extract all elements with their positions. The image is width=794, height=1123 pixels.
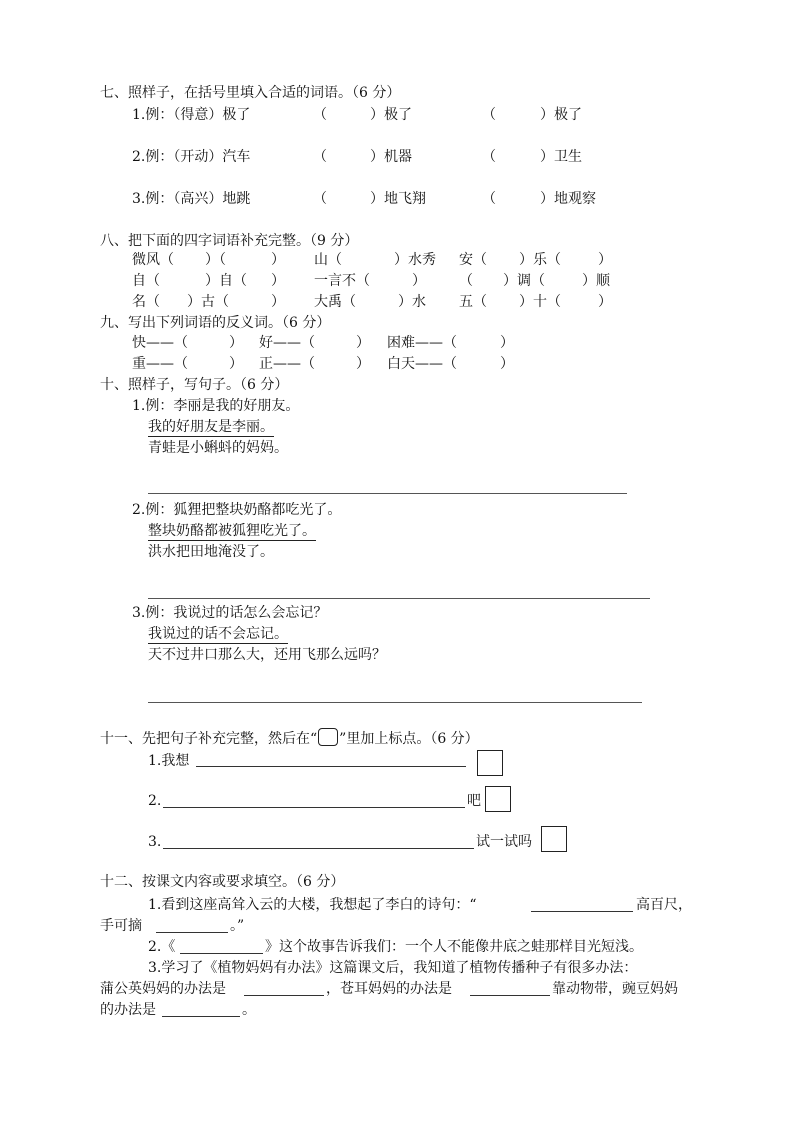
- q11-title: [100, 728, 479, 748]
- q12-p1-blank-2[interactable]: [156, 932, 228, 933]
- q12-p3-text-3: ，苍耳妈妈的办法是: [326, 981, 452, 997]
- q8-cell: （: [459, 273, 473, 289]
- q8-cell: ）: [412, 273, 426, 289]
- q8-cell: ）水秀: [394, 252, 436, 268]
- q8-cell: ）: [271, 294, 285, 310]
- q8-cell: ）水: [398, 294, 426, 310]
- q9-cell: ）: [356, 356, 370, 372]
- q8-cell: 一言不（: [314, 273, 370, 289]
- punctuation-box-icon: [318, 728, 338, 746]
- q8-cell: 五（: [459, 294, 487, 310]
- q12-p3-text-6: 。: [242, 1002, 256, 1018]
- q11-prefix-2: 2.: [148, 793, 162, 809]
- q12-p3-blank-3[interactable]: [162, 1016, 240, 1017]
- q11-prefix-3: 3.: [148, 834, 162, 850]
- q12-p3-blank-1[interactable]: [244, 995, 324, 996]
- q12-p1-blank-1[interactable]: [531, 911, 633, 912]
- q10-sample-answer-1: 我的好朋友是李丽。: [148, 419, 274, 435]
- q7-title: 七、照样子，在括号里填入合适的词语。（6 分）: [100, 85, 401, 101]
- q10-sample-answer-2: 整块奶酪都被狐狸吃光了。: [148, 523, 316, 539]
- q12-title: 十二、按课文内容或要求填空。（6 分）: [100, 874, 345, 890]
- q11-answer-line-1[interactable]: [196, 766, 466, 767]
- q8-cell: 山（: [314, 252, 342, 268]
- q8-cell: ）乐（: [519, 252, 561, 268]
- q8-cell: 名（: [132, 294, 160, 310]
- q9-cell: 困难——（: [387, 335, 457, 351]
- q12-p3-text-4: 靠动物带，豌豆妈妈: [552, 981, 678, 997]
- q10-task-2: 洪水把田地淹没了。: [148, 544, 274, 560]
- q12-p1-text: 1.看到这座高耸入云的大楼，我想起了李白的诗句：“: [148, 897, 477, 913]
- q7-blank-open: （: [482, 107, 496, 123]
- q11-answer-line-2[interactable]: [163, 807, 465, 808]
- q11-suffix-3: 试一试吗: [476, 834, 532, 850]
- q8-cell: 安（: [459, 252, 487, 268]
- q8-cell: ）古（: [187, 294, 229, 310]
- q7-blank-open: （: [313, 149, 327, 165]
- q7-blank-close: ）地观察: [540, 191, 596, 207]
- q11-prefix-1: 1.我想: [148, 753, 190, 769]
- q11-punctuation-box-1[interactable]: [477, 750, 503, 776]
- q9-cell: 白天——（: [387, 356, 457, 372]
- q7-example: 3.例：（高兴）地跳: [132, 191, 251, 207]
- q8-cell: ）自（: [205, 273, 247, 289]
- q10-answer-line-2[interactable]: [148, 598, 650, 599]
- q8-cell: ）（: [205, 252, 226, 268]
- q10-example-1: 1.例：李丽是我的好朋友。: [132, 398, 300, 414]
- q12-p2-text-2: 》这个故事告诉我们：一个人不能像井底之蛙那样目光短浅。: [265, 939, 643, 955]
- q7-blank-close: ）卫生: [540, 149, 582, 165]
- q8-cell: 微风（: [132, 252, 174, 268]
- q8-cell: ）调（: [503, 273, 545, 289]
- q8-cell: ）: [598, 252, 612, 268]
- q8-cell: 自（: [132, 273, 160, 289]
- q12-p2-text: 2.《: [148, 939, 176, 955]
- q7-example: 2.例：（开动）汽车: [132, 149, 251, 165]
- q8-cell: 大禹（: [314, 294, 356, 310]
- q8-cell: ）十（: [519, 294, 561, 310]
- q8-title: 八、把下面的四字词语补充完整。（9 分）: [100, 233, 359, 249]
- q11-title-part-b: ”里加上标点。（6 分）: [339, 731, 479, 747]
- q8-cell: ）: [271, 273, 285, 289]
- q9-cell: 重——（: [132, 356, 188, 372]
- q10-example-3: 3.例：我说过的话怎么会忘记？: [132, 605, 328, 621]
- q8-cell: ）顺: [582, 273, 610, 289]
- q9-cell: ）: [500, 335, 514, 351]
- q7-blank-open: （: [313, 107, 327, 123]
- q10-title: 十、照样子，写句子。（6 分）: [100, 377, 289, 393]
- q10-task-3: 天不过井口那么大，还用飞那么远吗？: [148, 647, 386, 663]
- q11-suffix-2: 吧: [467, 793, 481, 809]
- q12-p3-text-2: 蒲公英妈妈的办法是: [100, 981, 226, 997]
- q8-cell: ）: [598, 294, 612, 310]
- q7-blank-open: （: [482, 191, 496, 207]
- q7-blank-close: ）极了: [370, 107, 412, 123]
- q11-punctuation-box-3[interactable]: [541, 826, 567, 852]
- q10-answer-line-1[interactable]: [148, 493, 627, 494]
- q7-blank-open: （: [313, 191, 327, 207]
- q9-cell: 好——（: [259, 335, 315, 351]
- q12-p1-text-3: 手可摘: [100, 918, 142, 934]
- q12-p1-text-2: 高百尺，: [636, 897, 692, 913]
- q12-p2-blank[interactable]: [180, 953, 263, 954]
- q9-title: 九、写出下列词语的反义词。（6 分）: [100, 315, 331, 331]
- q12-p3-text: 3.学习了《植物妈妈有办法》这篇课文后，我知道了植物传播种子有很多办法：: [148, 960, 638, 976]
- q7-blank-open: （: [482, 149, 496, 165]
- q10-example-2: 2.例：狐狸把整块奶酪都吃光了。: [132, 502, 342, 518]
- q11-answer-line-3[interactable]: [163, 848, 474, 849]
- q10-answer-line-3[interactable]: [148, 702, 642, 703]
- q10-sample-answer-3: 我说过的话不会忘记。: [148, 626, 288, 642]
- q9-cell: ）: [229, 356, 243, 372]
- q11-punctuation-box-2[interactable]: [485, 786, 511, 812]
- q9-cell: ）: [356, 335, 370, 351]
- q7-blank-close: ）极了: [540, 107, 582, 123]
- q12-p1-text-4: 。”: [230, 918, 245, 934]
- q9-cell: ）: [229, 335, 243, 351]
- q9-cell: ）: [500, 356, 514, 372]
- q11-title-part-a: 十一、先把句子补充完整，然后在“: [100, 731, 318, 747]
- q7-blank-close: ）机器: [370, 149, 412, 165]
- q12-p3-blank-2[interactable]: [470, 995, 550, 996]
- q9-cell: 正——（: [259, 356, 315, 372]
- q10-task-1: 青蛙是小蝌蚪的妈妈。: [148, 440, 288, 456]
- q7-blank-close: ）地飞翔: [370, 191, 426, 207]
- q12-p3-text-5: 的办法是: [100, 1002, 156, 1018]
- q9-cell: 快——（: [132, 335, 188, 351]
- q8-cell: ）: [271, 252, 285, 268]
- q7-example: 1.例：（得意）极了: [132, 107, 251, 123]
